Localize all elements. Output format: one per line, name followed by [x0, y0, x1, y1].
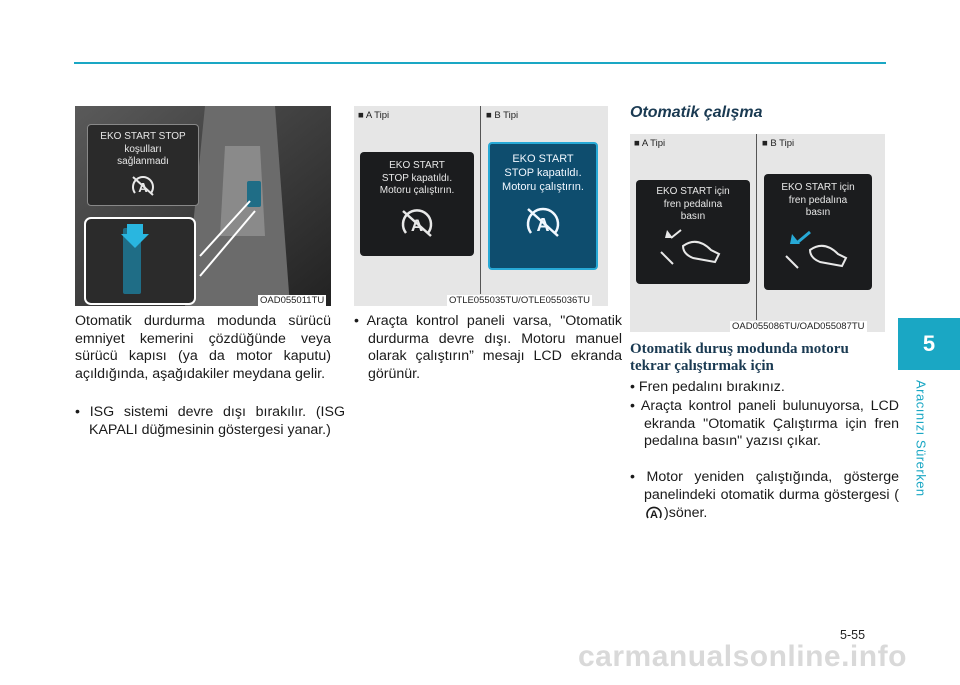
- auto-stop-icon: [644, 504, 664, 520]
- lcd-line: EKO START için: [656, 186, 730, 197]
- brake-pedal-icon: [778, 228, 858, 272]
- auto-stop-icon: [129, 173, 157, 199]
- lcd-isg-conditions: [87, 124, 199, 206]
- header-rule: [74, 62, 886, 64]
- col2-bullet: • Araçta kontrol paneli varsa, "Otomatik durdurma devre dışı. Motoru manuel olarak çalıştırın” mesajı LCD ekranda görünür.: [354, 313, 622, 382]
- lcd-type-b: [488, 142, 598, 270]
- col1-bullet: • ISG sistemi devre dışı bırakılır. (ISG KAPALI düğmesinin göstergesi yanar.): [75, 404, 345, 438]
- lcd-line: EKO START için: [781, 182, 855, 193]
- figure-divider: [480, 106, 481, 294]
- chapter-title: Aracınızı Sürerken: [913, 380, 929, 497]
- svg-text:A: A: [138, 179, 148, 195]
- lcd-type-a: [360, 152, 474, 256]
- lcd-line: Motoru çalıştırın.: [379, 185, 455, 196]
- figure-divider: [756, 134, 757, 320]
- chapter-tab: 5: [898, 318, 960, 370]
- lcd-line: Motoru çalıştırın.: [502, 181, 584, 193]
- col3-bullet: [630, 469, 899, 523]
- auto-stop-off-icon: [398, 206, 436, 240]
- figure-code: OTLE055035TU/OTLE055036TU: [449, 295, 590, 306]
- type-b-label: ■ B Tipi: [486, 110, 519, 121]
- figure-code: OAD055086TU/OAD055087TU: [732, 321, 865, 332]
- lcd-line: sağlanmadı: [117, 156, 169, 167]
- section-title: Otomatik çalışma: [630, 104, 763, 121]
- watermark: carmanualsonline.info: [578, 640, 907, 673]
- col1-paragraph: Otomatik durdurma modunda sürücü emniyet kemerini çözdüğünde veya sürücü kapısı (ya da motor kaputu) açıldığında, aşağıdakiler meydana gelir.: [75, 313, 331, 382]
- svg-text:A: A: [650, 509, 658, 520]
- lcd-line: fren pedalına: [663, 198, 723, 210]
- type-a-label: ■ A Tipi: [358, 110, 390, 121]
- lcd-figure-3: [630, 134, 885, 332]
- lcd-line: STOP kapatıldı.: [504, 167, 582, 179]
- lcd-line: koşulları: [124, 143, 162, 155]
- lcd-line: EKO START: [512, 153, 574, 165]
- type-b-label: ■ B Tipi: [762, 138, 795, 149]
- lcd-line: basın: [805, 207, 831, 218]
- brake-pedal-icon: [653, 228, 733, 268]
- type-a-label: ■ A Tipi: [634, 138, 666, 149]
- bullet-text: • Motor yeniden çalıştığında, gösterge panelindeki otomatik durma göstergesi (: [630, 469, 899, 503]
- lcd-line: basın: [680, 211, 706, 222]
- lcd-figure-2: [354, 106, 608, 306]
- lcd-type-a: [636, 180, 750, 284]
- subheading: Otomatik duruş modunda motoru tekrar çalıştırmak için: [630, 341, 849, 374]
- lcd-line: EKO START: [389, 160, 445, 171]
- col3-bullet: • Fren pedalını bırakınız.: [630, 379, 785, 395]
- svg-text:A: A: [410, 215, 424, 235]
- page-number: 5-55: [840, 628, 866, 642]
- figure-code: OAD055011TU: [260, 295, 325, 306]
- bullet-text: )söner.: [664, 505, 708, 521]
- auto-stop-off-icon: [523, 204, 563, 240]
- lcd-line: EKO START STOP: [100, 131, 186, 142]
- col3-bullet: • Araçta kontrol paneli bulunuyorsa, LCD ekranda "Otomatik Çalıştırma için fren pedalına basın" yazısı çıkar.: [630, 398, 899, 449]
- lcd-line: fren pedalına: [788, 194, 848, 206]
- console-figure: [75, 106, 331, 306]
- lcd-type-b: [764, 174, 872, 290]
- lcd-line: STOP kapatıldı.: [381, 172, 453, 184]
- svg-text:A: A: [536, 215, 550, 235]
